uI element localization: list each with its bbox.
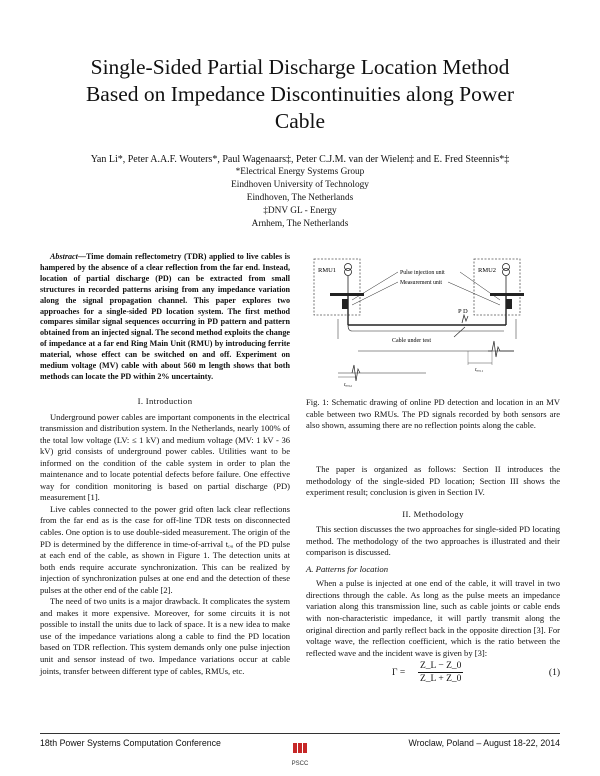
- intro-section: [40, 396, 290, 677]
- right-column: [306, 464, 560, 659]
- equation-lhs: Γ =: [392, 668, 406, 678]
- equation-numerator: Z_L − Z_0: [420, 661, 462, 671]
- subsection-heading: A. Patterns for location: [306, 563, 389, 574]
- title-line-2: Based on Impedance Discontinuities along Power: [85, 82, 515, 106]
- t1-label: tₒᵤ,₁: [475, 367, 483, 373]
- methodology-heading: II. Methodology: [402, 508, 464, 519]
- intro-paragraph-1: Underground power cables are important components in the electrical transmission and distribution system. In the Netherlands, nearly 100% of the total low voltage (LV: ≤ 1 kV) and medium voltage (MV: 1 kV - 36 kV) grid consists of underground power cables. Utilities want to be informed on the condition of the cable system in order to plan the maintenance and to locate potential defects before failure. One effective way for condition monitoring is based on partial discharge (PD) measurement [1].: [40, 411, 290, 503]
- intro-paragraph-3: The need of two units is a major drawback. It complicates the system and makes it more expensive. Moreover, for some circuits it is not possible to install the units due to lack of space. It is a new idea to make use of the impedance variations along a cable to find the PD location based on TDR reflection. This system demands only one pulse injection unit and sensor instead of two. Impedance variations occur at cable joints, transfer between different type of cables, RMUs, etc.: [40, 596, 290, 676]
- abstract-text: —Time domain reflectometry (TDR) applied to live cables is hampered by the absence of a clear reflection from the far end. Instead, location of partial discharge (PD) can be extracted from small structures in recorded patterns arising from any impedance variation along the signal propagation channel. This paper explores two approaches for a single-sided PD location system. The first method compares similar signal sequences occurring in PD pattern and pattern obtained from an injected signal. The second method exploits the change of impedance at a far end Ring Main Unit (RMU) by introducing ferrite material, whose effect can be switched on and off. Experiment on medium voltage (MV) cable with about 560 m length shows that both methods can locate the PD within 2% uncertainty.: [40, 252, 290, 381]
- affiliation-5: Arnhem, The Netherlands: [251, 219, 349, 229]
- equation-fraction: [418, 661, 463, 684]
- title-line-1: Single-Sided Partial Discharge Location Method: [90, 55, 510, 79]
- pulse-unit-label: Pulse injection unit: [400, 270, 445, 276]
- intro-heading: I. Introduction: [137, 396, 193, 406]
- pd-label: P D: [458, 308, 468, 315]
- equation-number: (1): [548, 668, 560, 678]
- affiliation-1: *Electrical Energy Systems Group: [235, 167, 365, 177]
- figure-caption: Fig. 1: Schematic drawing of online PD detection and location in an MV cable between two RMUs. The PD signals recorded by both sensors are also shown, assuming there are no reflection points along the cable.: [306, 397, 560, 430]
- figure-1: [308, 243, 560, 391]
- footer-location: Wroclaw, Poland – August 18-22, 2014: [408, 738, 560, 748]
- t2-label: tₒᵤ,₂: [344, 382, 352, 388]
- affiliation-3: Eindhoven, The Netherlands: [246, 193, 354, 203]
- pd-spark-icon: [462, 315, 468, 323]
- intro-paragraph-2: Live cables connected to the power grid often lack clear reflections from the far end as is the case for off-line TDR tests on disconnected cables. One option is to use double-sided measurement. The origin of the PD is determined by the difference in time-of-arrival tₒᵤ of the PD pulse at each end of the cable, as shown in Figure 1. The detection units at both ends require accurate synchronization. This can be realized by injection of synchronization pulses at one end and the detection of these pulses at the other end of the cable [2].: [40, 503, 290, 595]
- footer-conference: 18th Power Systems Computation Conference: [40, 738, 221, 748]
- paper-title: [40, 54, 560, 135]
- abstract-label: Abstract: [50, 252, 78, 261]
- methodology-paragraph-1: This section discusses the two approaches for single-sided PD locating method. The methodology of the two approaches is illustrated and their comparison is discussed.: [306, 524, 560, 558]
- rmu2-label: RMU2: [478, 267, 497, 274]
- affiliation-2: Eindhoven University of Technology: [231, 180, 369, 190]
- sensor-2: [506, 299, 512, 309]
- pscc-logo-icon: [288, 741, 312, 769]
- organization-paragraph: The paper is organized as follows: Section II introduces the methodology of the single-sided PD location; Section III shows the experiment result; conclusion is given in Section IV.: [306, 464, 560, 498]
- sensor-1: [342, 299, 348, 309]
- measurement-unit-label: Measurement unit: [400, 280, 443, 286]
- affiliation-4: ‡DNV GL - Energy: [263, 206, 337, 216]
- author-list: Yan Li*, Peter A.A.F. Wouters*, Paul Wagenaars‡, Peter C.J.M. van der Wielen‡ and E. Fred Steennis*‡: [90, 154, 510, 165]
- cable-label: Cable under test: [392, 338, 431, 344]
- methodology-paragraph-2: When a pulse is injected at one end of the cable, it will travel in two directions through the cable. As long as the pulse meets an impedance variation along this transmission line, such as cable joints or cable ends with non-characteristic impedance, it will partly transmit along the original direction and partly reflect back in the opposite direction [3]. For voltage wave, the reflection coefficient, which is the ratio between the reflected wave and the incident wave is given by [3]:: [306, 578, 560, 658]
- equation-denominator: Z_L + Z_0: [420, 674, 462, 684]
- pscc-logo-text: PSCC: [291, 761, 309, 767]
- equation-1: [306, 661, 560, 691]
- footer-divider: [40, 733, 560, 734]
- rmu1-label: RMU1: [318, 267, 337, 274]
- abstract: [40, 252, 290, 383]
- busbar-2: [490, 293, 524, 296]
- title-line-3: Cable: [274, 109, 326, 133]
